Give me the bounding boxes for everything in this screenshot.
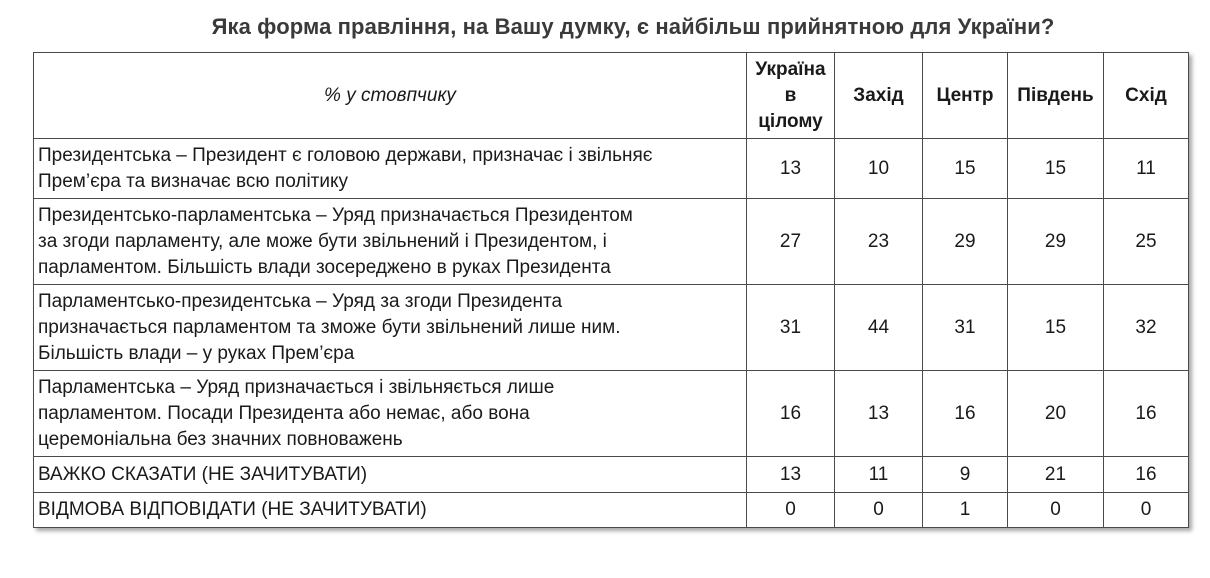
value-cell: 29	[923, 199, 1008, 285]
value-cell: 13	[747, 457, 835, 493]
value-cell: 20	[1008, 371, 1104, 457]
value-cell: 1	[923, 493, 1008, 528]
value-cell: 11	[1104, 139, 1189, 199]
value-cell: 15	[1008, 285, 1104, 371]
value-cell: 0	[747, 493, 835, 528]
value-cell: 0	[835, 493, 923, 528]
value-cell: 9	[923, 457, 1008, 493]
column-header-text: Південь	[1017, 84, 1094, 106]
value-cell: 13	[747, 139, 835, 199]
value-cell: 25	[1104, 199, 1189, 285]
value-cell: 15	[923, 139, 1008, 199]
row-label-line: Президентсько-парламентська – Уряд призначається Президентом	[38, 204, 633, 226]
row-label-line: Парламентсько-президентська – Уряд за згоди Президента	[38, 290, 563, 312]
row-label-line: призначається парламентом та зможе бути звільнений лише ним.	[38, 316, 621, 338]
value-cell: 27	[747, 199, 835, 285]
column-header-text: Захід	[853, 84, 904, 106]
column-header-center	[923, 53, 1008, 139]
value-cell: 29	[1008, 199, 1104, 285]
page-title: Яка форма правління, на Вашу думку, є найбільш прийнятною для України?	[211, 14, 1055, 39]
column-header-text: Схід	[1125, 84, 1167, 106]
row-label-line: парламентом. Більшість влади зосереджено в руках Президента	[38, 256, 611, 278]
table-row	[34, 371, 1189, 457]
value-cell: 13	[835, 371, 923, 457]
table-row	[34, 457, 1189, 493]
header-row	[34, 53, 1189, 139]
value-cell: 44	[835, 285, 923, 371]
column-header-east	[1104, 53, 1189, 139]
row-label	[34, 457, 747, 493]
value-cell: 16	[1104, 457, 1189, 493]
table-row	[34, 493, 1189, 528]
column-header-ukraine	[747, 53, 835, 139]
results-table	[33, 52, 1189, 528]
value-cell: 21	[1008, 457, 1104, 493]
row-label-line: ВАЖКО СКАЗАТИ (НЕ ЗАЧИТУВАТИ)	[38, 463, 368, 485]
value-cell: 16	[747, 371, 835, 457]
table-body	[34, 139, 1189, 528]
row-label-line: Президентська – Президент є головою держави, призначає і звільняє	[38, 144, 653, 166]
column-header-west	[835, 53, 923, 139]
row-label	[34, 371, 747, 457]
column-header-text: в	[784, 84, 797, 106]
value-cell: 11	[835, 457, 923, 493]
column-header-south	[1008, 53, 1104, 139]
row-label-line: Прем’єра та визначає всю політику	[38, 170, 349, 192]
row-label	[34, 139, 747, 199]
value-cell: 15	[1008, 139, 1104, 199]
results-table-wrapper	[33, 52, 1189, 528]
value-cell: 16	[923, 371, 1008, 457]
row-label	[34, 199, 747, 285]
row-label-line: за згоди парламенту, але може бути звільнений і Президентом, і	[38, 230, 607, 252]
table-row	[34, 199, 1189, 285]
table-row	[34, 285, 1189, 371]
value-cell: 32	[1104, 285, 1189, 371]
corner-label: % у стовпчику	[34, 53, 747, 139]
row-label-line: Більшість влади – у руках Прем’єра	[38, 342, 355, 364]
table-row	[34, 139, 1189, 199]
column-header-text: Центр	[936, 84, 994, 106]
value-cell: 0	[1104, 493, 1189, 528]
row-label	[34, 285, 747, 371]
column-header-text: цілому	[758, 110, 823, 132]
row-label-line: Парламентська – Уряд призначається і звільняється лише	[38, 376, 555, 398]
column-header-text: Україна	[755, 58, 826, 80]
value-cell: 16	[1104, 371, 1189, 457]
value-cell: 31	[747, 285, 835, 371]
row-label	[34, 493, 747, 528]
row-label-line: церемоніальна без значних повноважень	[38, 428, 403, 450]
value-cell: 31	[923, 285, 1008, 371]
value-cell: 10	[835, 139, 923, 199]
row-label-line: парламентом. Посади Президента або немає, або вона	[38, 402, 530, 424]
row-label-line: ВІДМОВА ВІДПОВІДАТИ (НЕ ЗАЧИТУВАТИ)	[38, 499, 427, 520]
value-cell: 23	[835, 199, 923, 285]
value-cell: 0	[1008, 493, 1104, 528]
